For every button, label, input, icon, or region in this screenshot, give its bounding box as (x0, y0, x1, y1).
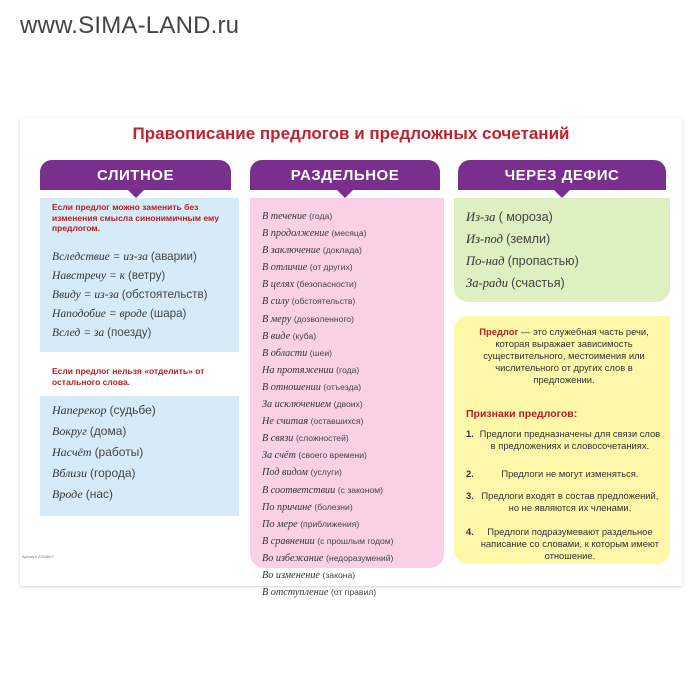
entry-gloss: (года) (309, 211, 333, 221)
entry-gloss: (двоих) (333, 399, 363, 410)
entry-gloss: (счастья) (511, 276, 565, 290)
list-item (262, 311, 394, 328)
header-separate (250, 160, 440, 190)
list-item (262, 242, 394, 259)
small-print: Артикул 2254607 (22, 554, 54, 559)
entry-gloss: (месяца) (331, 228, 367, 239)
entry-gloss: (судьбе) (109, 403, 156, 417)
note-solid-2: Если предлог нельзя «отделить» от остального слова. (52, 366, 205, 387)
list-item (262, 362, 394, 379)
entry-word: За-ради (466, 276, 508, 290)
list-item (262, 276, 394, 293)
entry-word: В заключение (262, 245, 321, 257)
list-item (52, 266, 208, 285)
entry-gloss: (аварии) (150, 250, 197, 263)
list-item (262, 225, 394, 242)
list-item (466, 228, 579, 250)
list-item (262, 533, 394, 550)
list-item (466, 250, 579, 272)
feature-number: 2. (466, 468, 474, 479)
entry-gloss: (куба) (292, 330, 317, 341)
entry-gloss: (услуги) (310, 467, 342, 478)
entry-gloss: (от других) (309, 262, 353, 273)
entry-word: Наподобие = вроде (52, 307, 148, 320)
entry-word: Наперекор (52, 403, 107, 417)
list-separate (262, 208, 394, 601)
list-item (262, 447, 394, 464)
definition-text: — это служебная часть речи, которая выражает зависимость существительного, местоимения или числительного от других слов в предложении. (483, 326, 649, 385)
entry-word: Из-под (466, 232, 504, 246)
list-item (262, 430, 394, 447)
entry-gloss: (дома) (89, 424, 127, 438)
entry-word: Не считая (262, 416, 309, 428)
header-solid (40, 160, 231, 190)
entry-gloss: (года) (336, 364, 360, 375)
list-item (262, 328, 394, 345)
entry-word: В силу (262, 296, 290, 308)
entry-word: Навстречу = к (52, 269, 126, 282)
entry-word: В течение (262, 211, 307, 222)
entry-word: Вследствие = из-за (52, 250, 148, 263)
entry-word: Вблизи (52, 466, 87, 480)
feature-item (466, 526, 662, 562)
entry-gloss: (с прошлым годом) (317, 535, 394, 546)
list-item (52, 421, 156, 442)
entry-word: В области (262, 347, 308, 359)
feature-text: Предлоги предназначены для связи слов в предложениях и словосочетаниях. (479, 428, 661, 451)
entry-gloss: (от правил) (330, 587, 377, 598)
entry-word: По-над (466, 254, 505, 268)
list-item (262, 259, 394, 276)
list-item (262, 379, 394, 396)
list-item (262, 550, 394, 567)
panel-separate (250, 198, 444, 599)
entry-word: Ввиду = из-за (52, 288, 119, 301)
list-solid-2 (52, 400, 156, 505)
entry-gloss: (шеи) (309, 347, 332, 358)
info-box (454, 316, 670, 564)
entry-word: Вроде (52, 487, 83, 501)
entry-word: За счёт (262, 450, 296, 462)
list-item (52, 442, 156, 463)
panel-solid-2 (40, 396, 239, 516)
feature-item (466, 490, 662, 514)
entry-word: В отступление (262, 587, 329, 599)
entry-gloss: (пропастью) (507, 254, 579, 268)
entry-gloss: (оставшихся) (310, 416, 364, 427)
list-item (262, 413, 394, 430)
entry-word: В целях (262, 279, 295, 291)
entry-gloss: (обстоятельств) (121, 288, 208, 301)
entry-gloss: (нас) (85, 487, 114, 501)
list-item (52, 323, 208, 342)
entry-gloss: (города) (89, 466, 136, 480)
list-solid-1 (52, 247, 208, 342)
list-item (52, 484, 156, 505)
poster-title: Правописание предлогов и предложных сочетаний (132, 124, 570, 143)
poster (20, 118, 682, 599)
entry-word: В меру (262, 313, 292, 325)
feature-text: Предлоги подразумевают раздельное написание со словами, к которым имеют отношение. (480, 526, 660, 561)
entry-gloss: (поезду) (107, 326, 152, 339)
list-item (52, 304, 208, 323)
entry-word: В отношении (262, 381, 321, 393)
entry-gloss: (работы) (94, 445, 144, 459)
site-watermark: www.SIMA-LAND.ru (20, 12, 240, 39)
entry-gloss: (доклада) (322, 245, 362, 256)
entry-gloss: (с законом) (337, 484, 383, 495)
list-item (52, 463, 156, 484)
entry-gloss: (безопасности) (296, 279, 357, 290)
entry-gloss: (ветру) (127, 269, 166, 282)
list-item (262, 482, 394, 499)
header-hyphen-label: ЧЕРЕЗ ДЕФИС (504, 166, 620, 184)
entry-word: По причине (262, 501, 312, 513)
header-separate-label: РАЗДЕЛЬНОЕ (290, 166, 400, 184)
definition (466, 326, 662, 386)
panel-solid-1 (40, 198, 239, 352)
entry-word: По мере (262, 518, 298, 530)
entry-word: За исключением (262, 399, 332, 411)
entry-gloss: ( мороза) (498, 210, 553, 224)
note-solid-1: Если предлог можно заменить без изменения смысла синонимичным ему предлогом. (52, 202, 219, 233)
entry-word: Из-за (466, 210, 496, 224)
header-solid-label: СЛИТНОЕ (97, 166, 174, 184)
entry-gloss: (сложностей) (295, 433, 349, 444)
entry-word: В продолжение (262, 228, 329, 240)
list-item (52, 285, 208, 304)
list-hyphen (466, 206, 579, 294)
entry-word: Во изменение (262, 569, 320, 581)
list-item (262, 396, 394, 413)
panel-hyphen (454, 198, 670, 302)
entry-word: Под видом (262, 467, 308, 479)
entry-gloss: (дозволенного) (293, 313, 355, 324)
feature-text: Предлоги входят в состав предложений, но не являются их членами. (481, 490, 659, 513)
entry-gloss: (болезни) (314, 501, 353, 512)
list-item (262, 464, 394, 481)
list-item (466, 272, 579, 294)
entry-gloss: (шара) (150, 307, 187, 320)
list-item (52, 247, 208, 266)
entry-word: На протяжении (262, 364, 334, 376)
feature-number: 4. (466, 526, 474, 537)
entry-word: В связи (262, 433, 294, 445)
list-item (52, 400, 156, 421)
entry-word: В соответствии (262, 484, 336, 496)
list-item (262, 584, 394, 601)
list-item (262, 345, 394, 362)
definition-term: Предлог (479, 326, 519, 337)
feature-item (466, 428, 662, 452)
features-title: Признаки предлогов: (466, 408, 578, 420)
entry-gloss: (своего времени) (298, 450, 367, 461)
list-item (262, 499, 394, 516)
entry-gloss: (недоразумений) (325, 552, 394, 563)
entry-gloss: (приближения) (300, 518, 360, 529)
entry-word: Вслед = за (52, 326, 105, 339)
entry-word: В виде (262, 330, 291, 342)
entry-word: Насчёт (52, 445, 92, 459)
entry-gloss: (обстоятельств) (291, 296, 356, 307)
list-item (466, 206, 579, 228)
entry-word: Вокруг (52, 424, 87, 438)
feature-text: Предлоги не могут изменяться. (501, 468, 639, 479)
list-item (262, 208, 394, 225)
list-item (262, 516, 394, 533)
entry-word: В отличие (262, 262, 308, 274)
entry-gloss: (отъезда) (323, 381, 362, 392)
feature-number: 3. (466, 490, 474, 501)
entry-gloss: (закона) (322, 569, 356, 580)
entry-word: В сравнении (262, 535, 315, 547)
header-hyphen (458, 160, 666, 190)
list-item (262, 293, 394, 310)
entry-gloss: (земли) (506, 232, 551, 246)
list-item (262, 567, 394, 584)
feature-item (466, 468, 662, 480)
entry-word: Во избежание (262, 552, 324, 564)
feature-number: 1. (466, 428, 474, 439)
